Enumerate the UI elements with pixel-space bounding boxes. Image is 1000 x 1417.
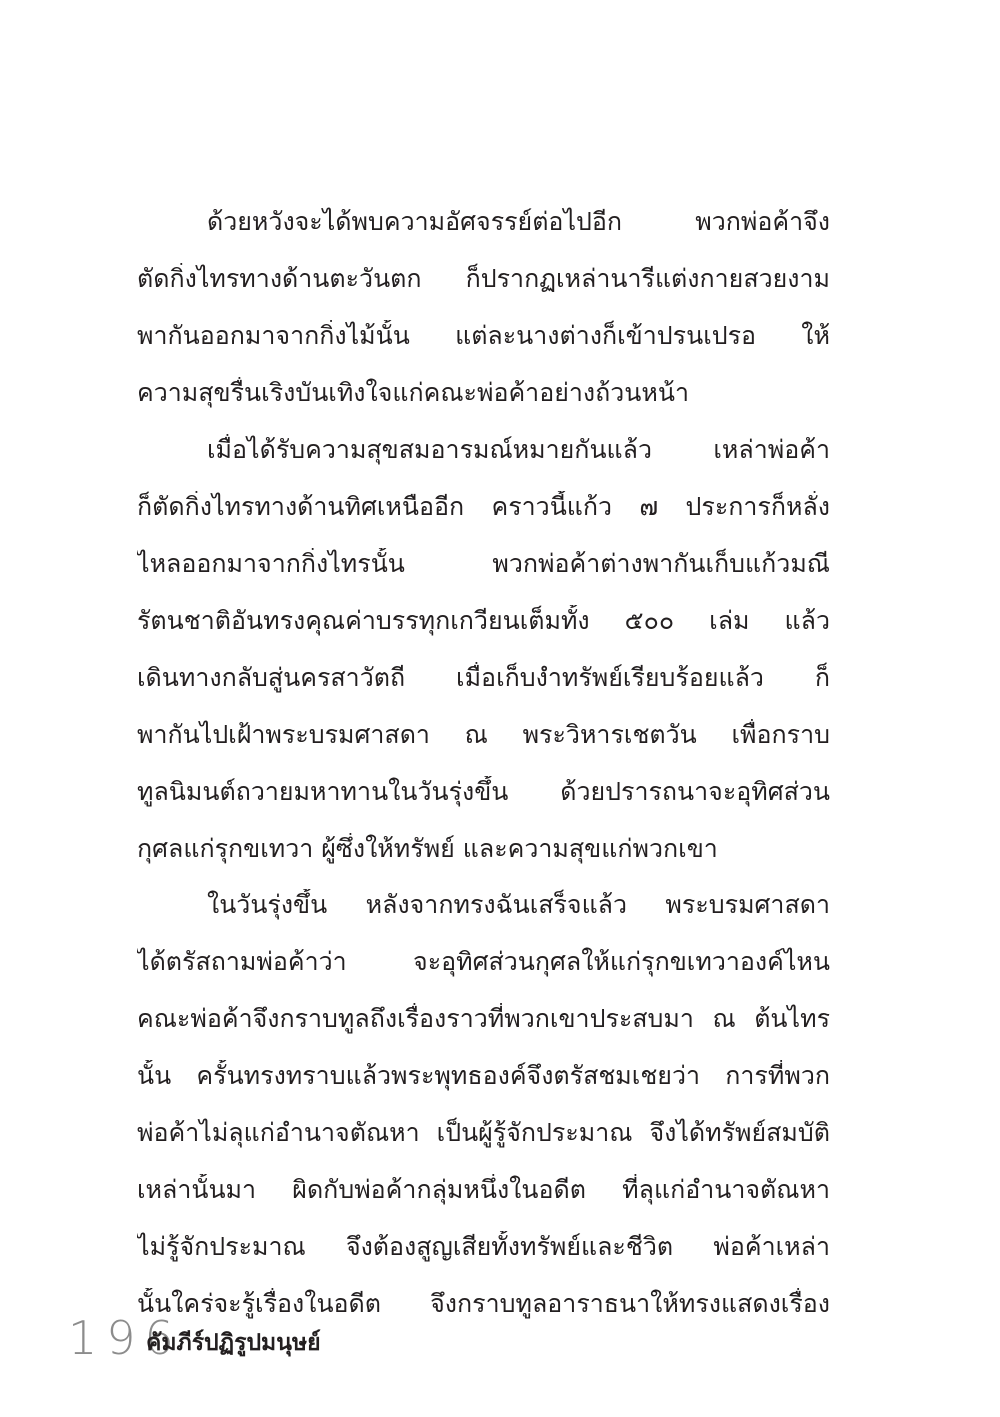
text-line: ด้วยหวังจะได้พบความอัศจรรย์ต่อไปอีก พวกพ่อค้าจึง [207,207,830,236]
text-line: ไหลออกมาจากกิ่งไทรนั้น พวกพ่อค้าต่างพากันเก็บแก้วมณี [137,549,830,578]
text-line: นั้น ครั้นทรงทราบแล้วพระพุทธองค์จึงตรัสชมเชยว่า การที่พวก [137,1061,830,1090]
text-line: เดินทางกลับสู่นครสาวัตถี เมื่อเก็บงำทรัพย์เรียบร้อยแล้ว ก็ [137,663,830,692]
text-line: เหล่านั้นมา ผิดกับพ่อค้ากลุ่มหนึ่งในอดีต ที่ลุแก่อำนาจตัณหา [137,1175,830,1204]
text-line: พ่อค้าไม่ลุแก่อำนาจตัณหา เป็นผู้รู้จักประมาณ จึงได้ทรัพย์สมบัติ [137,1118,830,1147]
text-line: ก็ตัดกิ่งไทรทางด้านทิศเหนืออีก คราวนี้แก้ว ๗ ประการก็หลั่ง [137,492,830,521]
text-line: คณะพ่อค้าจึงกราบทูลถึงเรื่องราวที่พวกเขาประสบมา ณ ต้นไทร [137,1004,830,1033]
text-line: พากันไปเฝ้าพระบรมศาสดา ณ พระวิหารเชตวัน เพื่อกราบ [137,720,830,749]
text-line: ทูลนิมนต์ถวายมหาทานในวันรุ่งขึ้น ด้วยปรารถนาจะอุทิศส่วน [137,777,830,806]
text-line: พากันออกมาจากกิ่งไม้นั้น แต่ละนางต่างก็เข้าปรนเปรอ ให้ [137,321,830,350]
text-line: กุศลแก่รุกขเทวา ผู้ซึ่งให้ทรัพย์ และความสุขแก่พวกเขา [137,834,718,863]
book-title: คัมภีร์ปฏิรูปมนุษย์ [146,1330,321,1356]
text-line: ไม่รู้จักประมาณ จึงต้องสูญเสียทั้งทรัพย์และชีวิต พ่อค้าเหล่า [137,1232,830,1261]
page-number: 196 [68,1311,183,1365]
text-line: รัตนชาติอันทรงคุณค่าบรรทุกเกวียนเต็มทั้ง ๕๐๐ เล่ม แล้ว [137,606,830,635]
text-line: ในวันรุ่งขึ้น หลังจากทรงฉันเสร็จแล้ว พระบรมศาสดา [207,890,830,919]
text-line: ตัดกิ่งไทรทางด้านตะวันตก ก็ปรากฏเหล่านารีแต่งกายสวยงาม [137,264,830,293]
text-line: ความสุขรื่นเริงบันเทิงใจแก่คณะพ่อค้าอย่างถ้วนหน้า [137,378,690,407]
text-line: ได้ตรัสถามพ่อค้าว่า จะอุทิศส่วนกุศลให้แก่รุกขเทวาองค์ไหน [137,947,830,976]
text-line: นั้นใคร่จะรู้เรื่องในอดีต จึงกราบทูลอาราธนาให้ทรงแสดงเรื่อง [137,1289,830,1318]
text-line: เมื่อได้รับความสุขสมอารมณ์หมายกันแล้ว เหล่าพ่อค้า [207,435,830,464]
